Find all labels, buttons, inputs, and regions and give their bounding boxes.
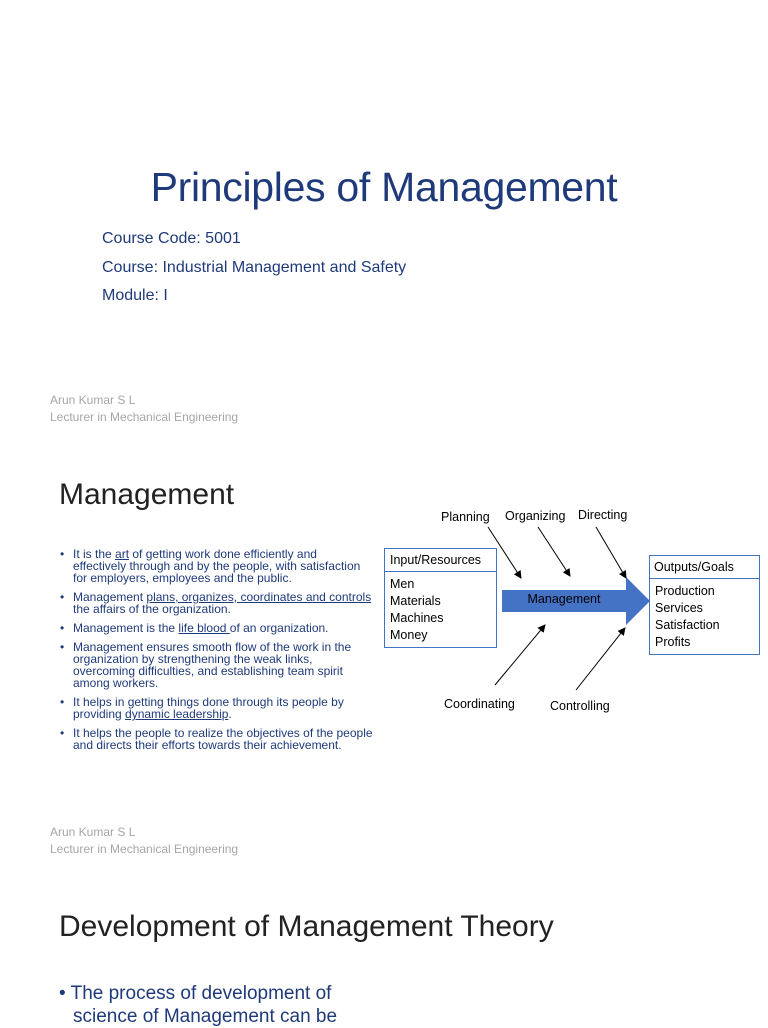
list-item: Satisfaction bbox=[655, 618, 720, 632]
author-name: Arun Kumar S L bbox=[50, 825, 136, 839]
list-item: • Management is the life blood of an organization. bbox=[58, 622, 373, 634]
author-role: Lecturer in Mechanical Engineering bbox=[50, 410, 239, 424]
bullet-line-2: science of Management can be bbox=[73, 1006, 338, 1027]
underlined-term: life blood bbox=[178, 621, 230, 635]
list-item: Materials bbox=[390, 594, 441, 608]
coordinating-arrow-line bbox=[495, 625, 545, 685]
list-item: Men bbox=[390, 577, 415, 591]
input-header: Input/Resources bbox=[385, 549, 496, 572]
course-name: Course: Industrial Management and Safety bbox=[102, 259, 407, 276]
outputs-goals-box bbox=[649, 555, 760, 655]
bottom-label-coordinating: Coordinating bbox=[444, 697, 515, 711]
top-label-organizing: Organizing bbox=[505, 509, 566, 523]
bullet-line-1: The process of development of bbox=[70, 983, 332, 1004]
list-item: Machines bbox=[390, 611, 444, 625]
list-item: • It helps in getting things done through its people by providing dynamic leadership. bbox=[58, 696, 373, 720]
author-name: Arun Kumar S L bbox=[50, 393, 136, 407]
organizing-arrow-line bbox=[538, 527, 570, 576]
input-resources-box bbox=[384, 548, 497, 648]
slide1-title: Principles of Management bbox=[150, 164, 618, 210]
module-label: Module: I bbox=[102, 287, 168, 304]
output-header: Outputs/Goals bbox=[650, 556, 759, 579]
list-item: Money bbox=[390, 628, 428, 642]
list-item: Services bbox=[655, 601, 703, 615]
list-item: • It is the art of getting work done efficiently and effectively through and by the people, with satisfaction for employers, employees and the public. bbox=[58, 548, 373, 584]
bottom-label-controlling: Controlling bbox=[550, 699, 610, 713]
list-item: Production bbox=[655, 584, 715, 598]
list-item: • Management plans, organizes, coordinates and controls the affairs of the organization. bbox=[58, 591, 373, 615]
list-item: • It helps the people to realize the objectives of the people and directs their efforts towards their achievement. bbox=[58, 727, 373, 751]
top-label-directing: Directing bbox=[578, 508, 628, 522]
directing-arrow-line bbox=[596, 527, 626, 578]
author-role: Lecturer in Mechanical Engineering bbox=[50, 842, 239, 856]
top-label-planning: Planning bbox=[441, 510, 490, 524]
list-item: • Management ensures smooth flow of the work in the organization by strengthening the weak links, overcoming difficulties, and establishing team spirit among workers. bbox=[58, 641, 373, 689]
underlined-term: plans, organizes, coordinates and controls bbox=[146, 590, 372, 604]
course-code: Course Code: 5001 bbox=[102, 230, 241, 247]
slide3-bullet: • The process of development of science of Management can be bbox=[59, 983, 338, 1027]
controlling-arrow-line bbox=[576, 628, 625, 690]
management-center-label: Management bbox=[527, 592, 601, 606]
slide2-author bbox=[50, 824, 238, 858]
list-item: Profits bbox=[655, 635, 691, 649]
slide3-heading: Development of Management Theory bbox=[59, 910, 554, 943]
underlined-term: art bbox=[115, 547, 130, 561]
slide2-heading: Management bbox=[59, 478, 235, 511]
underlined-term: dynamic leadership bbox=[125, 707, 229, 721]
